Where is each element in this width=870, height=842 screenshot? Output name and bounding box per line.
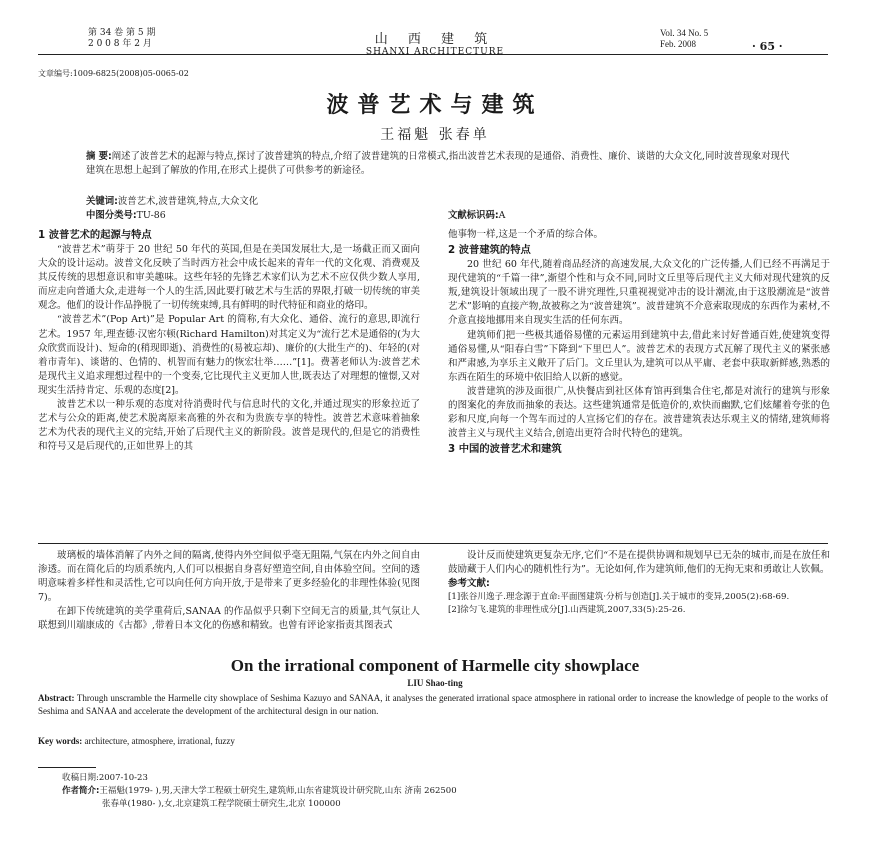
received-date: 收稿日期:2007-10-23 xyxy=(62,773,148,783)
journal-name-en: SHANXI ARCHITECTURE xyxy=(365,47,505,57)
keywords xyxy=(86,193,258,207)
section-2-paragraph-2: 建筑师们把一些极其通俗易懂的元素运用到建筑中去,借此来讨好普通百姓,使建筑变得通俗易懂,从“阳春白雪”下降到“下里巴人”。波普艺术的表现方式瓦解了现代主义的紧张感和严肃感,为享乐主义敞开了后门。文丘里认为,建筑可以从平庸、老套中获取新鲜感,熟悉的东西在陌生的环境中依旧给人以新的感觉。 xyxy=(448,329,830,383)
english-author: LIU Shao-ting xyxy=(407,678,463,688)
section-1-paragraph-1: “波普艺术”萌芽于 20 世纪 50 年代的英国,但是在美国发展壮大,是一场截正而又面向大众的设计运动。波普文化反映了当时西方社会中成长起来的青年一代的文化观、消费观及其反传统的思想意识和审美趣味。这些年轻的先锋艺术家们认为艺术不应仅供少数人享用,而应走向普通大众,走进每一个人的生活,因此要打破艺术与生活的界限,打破一切传统的审美观念。他们的设计作品挣脱了一切传统束缚,具有鲜明的时代特征和商业的烙印。 xyxy=(38,244,420,312)
header-date-en-line: Feb. 2008 xyxy=(660,39,696,49)
author-bio xyxy=(62,785,457,798)
abstract xyxy=(86,150,792,178)
bottom-paragraph-1: 玻璃板的墙体消解了内外之间的隔离,使得内外空间似乎毫无阻隔,气氛在内外之间自由渗透。而在简化后的均质系统内,人们可以根据自身喜好塑造空间,自由体验空间。空间的透明意味着多样性和灵活性,它可以向任何方向开放,于是带来了更多经验化的非理性体验(见图 7)。 xyxy=(38,550,420,604)
article-title: 波普艺术与建筑 xyxy=(326,93,544,118)
header-date-line: 2 0 0 8 年 2 月 xyxy=(88,39,152,49)
header-rule xyxy=(38,54,828,55)
english-keywords-label: Key words: xyxy=(38,736,83,746)
section-2-heading: 2 波普建筑的特点 xyxy=(448,244,531,257)
left-column xyxy=(38,227,420,454)
journal-name-cn: 山 西 建 筑 xyxy=(374,32,496,47)
author-bio-2: 张春单(1980- ),女,北京建筑工程学院硕士研究生,北京 100000 xyxy=(102,799,341,809)
section-1-continuation: 他事物一样,这是一个矛盾的综合体。 xyxy=(448,229,604,240)
section-2-paragraph-1: 20 世纪 60 年代,随着商品经济的高速发展,大众文化的广泛传播,人们已经不再满足于现代建筑的“千篇一律”,渐望个性和与众不同,同时文丘里等后现代主义大师对现代建筑的反叛,建筑设计领域出现了一股不讲究理性,只重视视觉冲击的设计潮流,由于这股潮流是“波普艺术”影响的直接产物,故被称之为“波普建筑”。波普建筑不介意索取现成的东西作为素材,不介意直接地挪用来自现实生活的任何东西。 xyxy=(448,259,830,327)
document-id xyxy=(448,207,505,221)
author-bio-1: 王福魁(1979- ),男,天津大学工程硕士研究生,建筑师,山东省建筑设计研究院,山东 济南 262500 xyxy=(99,786,457,796)
page-number: · 65 · xyxy=(752,40,783,53)
reference-1: [1]张谷川逸子.理念源于直命:平面图建筑·分析与创造[J].关于城市的变异,2005(2):68-69. xyxy=(448,592,790,603)
english-keywords-text: architecture, atmosphere, irrational, fuzzy xyxy=(84,736,235,746)
section-1-paragraph-3: 波普艺术以一种乐观的态度对待消费时代与信息时代的文化,并通过现实的形象拉近了艺术与公众的距离,使艺术脱离原来高雅的外衣和为贵族专享的特性。波普艺术意味着抽象艺术为代表的现代主义的完结,开始了后现代主义的新阶段。波普是现代的,但是它的消费性和符号又是后现代的,正如世界上的其 xyxy=(38,399,420,453)
bottom-paragraph-2: 在卸下传统建筑的美学重荷后,SANAA 的作品似乎只剩下空间无言的质量,其气氛让人联想到川端康成的《古都》,带着日本文化的伤感和精致。也曾有评论家指责其图表式 xyxy=(38,606,420,632)
document-id-text: A xyxy=(498,210,506,221)
article-number: 文章编号:1009-6825(2008)05-0065-02 xyxy=(38,69,189,78)
abstract-label: 摘 要: xyxy=(86,151,112,162)
english-abstract-label: Abstract: xyxy=(38,693,75,703)
journal-name xyxy=(0,28,870,57)
header-volume-line: 第 34 卷 第 5 期 xyxy=(88,28,156,38)
keywords-label: 关键词: xyxy=(86,196,118,207)
classification-text: TU-86 xyxy=(136,210,166,221)
document-id-label: 文献标识码: xyxy=(448,210,499,221)
abstract-text: 阐述了波普艺术的起源与特点,探讨了波普建筑的特点,介绍了波普建筑的日常模式,指出波普艺术表现的是通俗、消费性、廉价、谈谐的大众文化,同时波普现象对现代建筑在思想上起到了解放的作用,在形式上提供了可供参考的新途径。 xyxy=(86,151,790,176)
bottom-left-column xyxy=(38,549,420,634)
bottom-paragraph-3: 设计反而使建筑更复杂无序,它们“不是在提供协调和规划早已无杂的城市,而是在放任和鼓励藏于人们内心的随机性行为”。无论如何,作为建筑师,他们的无拘无束和勇敢让人钦佩。 xyxy=(448,550,830,576)
section-3-heading: 3 中国的波普艺术和建筑 xyxy=(448,443,562,456)
section-1-paragraph-2: “波普艺术”(Pop Art)”是 Popular Art 的简称,有大众化、通俗、流行的意思,即流行艺术。1957 年,理查德·汉密尔顿(Richard Hamilton)对其定义为“流行艺术是通俗的(为大众欣赏而设计)、短命的(稍现即逝)、消费性的(易被忘却)、廉价的(大批生产的)、年轻的(对着市青年)、谈谐的、色情的、机智而有魅力的恢宏壮举……”[1]。费著老师认为:波普艺术是现代主义追求理想过程中的一个变奏,它比现代主义更加人世,既表达了对理想的憧憬,又对现实生活持肯定、乐观的态度[2]。 xyxy=(38,314,420,396)
classification-label: 中图分类号: xyxy=(86,210,137,221)
article-authors: 王福魁 张春单 xyxy=(380,127,490,143)
section-1-heading: 1 波普艺术的起源与特点 xyxy=(38,229,152,241)
footnote-rule xyxy=(38,767,96,768)
classification xyxy=(86,207,166,221)
english-keywords xyxy=(38,736,235,746)
page-divider xyxy=(38,543,828,544)
author-bio-label: 作者简介: xyxy=(62,786,100,796)
header-volume-en xyxy=(660,28,708,50)
english-abstract xyxy=(38,692,828,718)
keywords-text: 波普艺术,波普建筑,特点,大众文化 xyxy=(117,196,259,207)
section-2-paragraph-3: 波普建筑的涉及面很广,从快餐店到社区体育馆再到集合住宅,都是对流行的建筑与形象的图案化的奔放而抽象的表达。这些建筑通常是低造价的,欢快而幽默,它们炫耀着夸张的色彩和尺度,向每一个驾车而过的人宣扬它们的存在。波普建筑表达乐观主义的情绪,建筑师将波普主义与现代主义结合,创造出更符合时代特色的建筑。 xyxy=(448,385,830,440)
references-heading: 参考文献: xyxy=(448,578,490,590)
bottom-right-column xyxy=(448,549,830,617)
english-abstract-text: Through unscramble the Harmelle city showplace of Seshima Kazuyo and SANAA, it analyses the generated irrational space atmosphere in rational order to increase the knowledge of people to the works of Seshima and SANAA and accelerate the development of the architectural design in our nation. xyxy=(38,693,828,716)
reference-2: [2]徐匀飞.建筑的非理性成分[J].山西建筑,2007,33(5):25-26. xyxy=(448,605,686,616)
english-title: On the irrational component of Harmelle city showplace xyxy=(230,656,640,675)
header-volume-en-line: Vol. 34 No. 5 xyxy=(660,28,709,38)
right-column xyxy=(448,228,830,457)
footnote xyxy=(62,772,457,811)
